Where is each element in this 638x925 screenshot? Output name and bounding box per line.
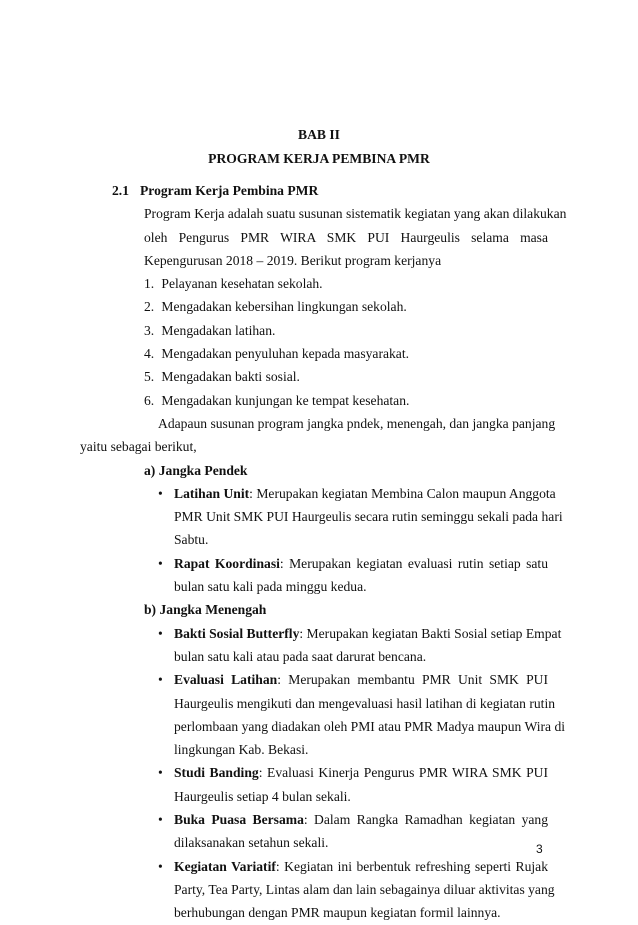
program-item (116, 342, 548, 365)
bullet-icon: • (158, 625, 163, 641)
bullet-icon: • (158, 858, 163, 874)
bullet-text: : Merupakan kegiatan evaluasi rutin setiap satu (279, 555, 548, 571)
bullet-continuation: lingkungan Kab. Bekasi. (174, 742, 309, 758)
program-number: 4. (144, 346, 155, 362)
bullet-item (116, 552, 548, 575)
program-number: 5. (144, 369, 155, 385)
program-item (116, 319, 548, 342)
program-text: Pelayanan kesehatan sekolah. (161, 276, 323, 292)
chapter-heading: BAB II (298, 127, 340, 142)
page-number: 3 (536, 842, 543, 856)
document-body (80, 179, 567, 925)
bullet-text: : Merupakan kegiatan Membina Calon maupun Anggota (249, 485, 556, 501)
intro-line: oleh Pengurus PMR WIRA SMK PUI Haurgeulis selama masa (144, 229, 548, 245)
bullet-continuation: PMR Unit SMK PUI Haurgeulis secara rutin seminggu sekali pada hari (174, 509, 563, 525)
bullet-text: : Kegiatan ini berbentuk refreshing seperti Rujak (275, 858, 549, 874)
program-text: Mengadakan kunjungan ke tempat kesehatan. (161, 392, 410, 408)
bullet-text: : Merupakan kegiatan Bakti Sosial setiap Empat (299, 625, 562, 641)
intro-line: Program Kerja adalah suatu susunan sistematik kegiatan yang akan dilakukan (144, 206, 567, 222)
bullet-item (116, 668, 548, 691)
bullet-term: Rapat Koordinasi (174, 555, 280, 571)
bullet-term: Bakti Sosial Butterfly (174, 625, 300, 641)
bullet-text: : Merupakan membantu PMR Unit SMK PUI (277, 672, 548, 688)
bullet-text: : Dalam Rangka Ramadhan kegiatan yang (303, 812, 548, 828)
program-number: 6. (144, 392, 155, 408)
paragraph-line: Adapaun susunan program jangka pndek, menengah, dan jangka panjang (158, 415, 556, 431)
bullet-continuation: berhubungan dengan PMR maupun kegiatan formil lainnya. (174, 905, 501, 921)
paragraph-line: yaitu sebagai berikut, (80, 439, 197, 455)
bullet-item (116, 855, 548, 878)
section-number: 2.1 (112, 183, 129, 198)
program-number: 2. (144, 299, 155, 315)
program-text: Mengadakan latihan. (161, 322, 276, 338)
program-text: Mengadakan penyuluhan kepada masyarakat. (161, 346, 410, 362)
bullet-item (116, 482, 556, 505)
section-heading (112, 179, 548, 202)
bullet-item (116, 808, 548, 831)
program-number: 3. (144, 322, 155, 338)
bullet-term: Studi Banding (174, 765, 259, 781)
bullet-icon: • (158, 485, 163, 501)
subheading-short-term: a) Jangka Pendek (144, 462, 248, 478)
bullet-item (116, 761, 548, 784)
program-item (116, 365, 548, 388)
program-item (116, 295, 548, 318)
bullet-continuation: Party, Tea Party, Lintas alam dan lain sebagainya diluar aktivitas yang (174, 881, 555, 897)
subheading-mid-term: b) Jangka Menengah (144, 602, 267, 618)
section-title: Program Kerja Pembina PMR (140, 183, 319, 198)
bullet-continuation: bulan satu kali pada minggu kedua. (174, 579, 367, 595)
bullet-icon: • (158, 812, 163, 828)
bullet-icon: • (158, 555, 163, 571)
bullet-continuation: Sabtu. (174, 532, 209, 548)
bullet-icon: • (158, 672, 163, 688)
intro-line: Kepengurusan 2018 – 2019. Berikut program kerjanya (144, 252, 442, 268)
bullet-term: Evaluasi Latihan (174, 672, 278, 688)
program-item (116, 389, 548, 412)
bullet-continuation: dilaksanakan setahun sekali. (174, 835, 329, 851)
bullet-continuation: bulan satu kali atau pada saat darurat bencana. (174, 648, 427, 664)
bullet-continuation: Haurgeulis setiap 4 bulan sekali. (174, 788, 351, 804)
page-title: PROGRAM KERJA PEMBINA PMR (208, 151, 430, 166)
program-text: Mengadakan kebersihan lingkungan sekolah. (161, 299, 407, 315)
bullet-item (116, 622, 562, 645)
bullet-continuation: Haurgeulis mengikuti dan mengevaluasi hasil latihan di kegiatan rutin (174, 695, 556, 711)
bullet-term: Buka Puasa Bersama (174, 812, 304, 828)
bullet-term: Kegiatan Variatif (174, 858, 276, 874)
program-item (116, 272, 548, 295)
bullet-term: Latihan Unit (174, 485, 250, 501)
program-number: 1. (144, 276, 155, 292)
program-text: Mengadakan bakti sosial. (161, 369, 300, 385)
bullet-icon: • (158, 765, 163, 781)
bullet-continuation: perlombaan yang diadakan oleh PMI atau PMR Madya maupun Wira di (174, 718, 566, 734)
bullet-text: : Evaluasi Kinerja Pengurus PMR WIRA SMK PUI (258, 765, 548, 781)
